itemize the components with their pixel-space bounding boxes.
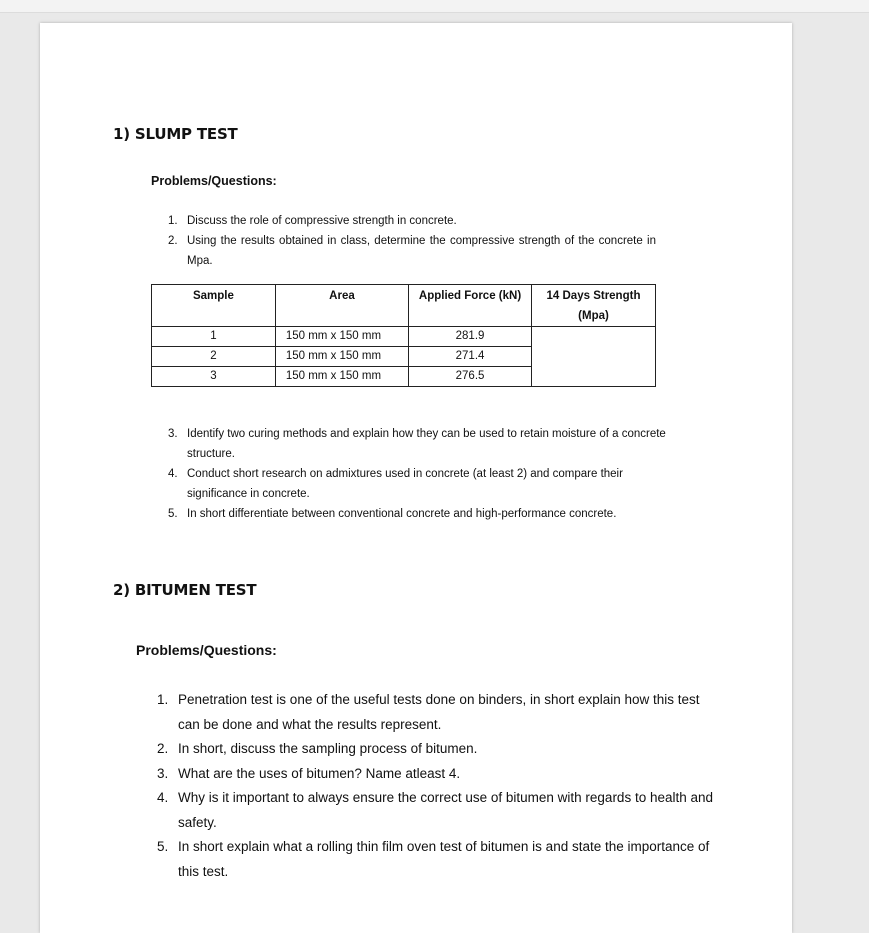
results-table [151, 284, 656, 387]
sample-cell: 2 [152, 347, 276, 367]
sample-cell: 3 [152, 367, 276, 387]
column-header: 14 Days Strength (Mpa) [531, 285, 655, 327]
table-row [152, 327, 656, 347]
question-list [168, 424, 668, 524]
strength-cell-empty [531, 327, 655, 387]
document-page [40, 23, 792, 933]
force-cell: 281.9 [409, 327, 532, 347]
list-item: 3. What are the uses of bitumen? Name atleast 4. [157, 765, 461, 781]
question-list [168, 211, 656, 271]
list-item: 4. Why is it important to always ensure the correct use of bitumen with regards to health and safety. [157, 790, 714, 830]
viewer-toolbar-strip [0, 0, 869, 13]
column-header: Sample [152, 285, 276, 327]
list-item: 2. In short, discuss the sampling process of bitumen. [157, 741, 478, 756]
sample-cell: 1 [152, 327, 276, 347]
force-cell: 271.4 [409, 347, 532, 367]
column-header: Area [275, 285, 408, 327]
list-item: 3. Identify two curing methods and explain how they can be used to retain moisture of a concrete structure. [168, 428, 666, 460]
list-item: 1. Penetration test is one of the useful tests done on binders, in short explain how this test can be done and what the results represent. [157, 692, 700, 732]
list-item: 5. In short differentiate between conventional concrete and high-performance concrete. [168, 508, 617, 520]
list-item: 5. In short explain what a rolling thin film oven test of bitumen is and state the importance of this test. [157, 839, 710, 879]
list-item: 2. Using the results obtained in class, determine the compressive strength of the concrete in Mpa. [168, 235, 656, 267]
section-heading-slump-test: 1) SLUMP TEST [113, 125, 238, 143]
section-subheading: Problems/Questions: [136, 642, 277, 658]
list-item: 4. Conduct short research on admixtures used in concrete (at least 2) and compare their significance in concrete. [168, 468, 623, 500]
section-subheading: Problems/Questions: [151, 174, 277, 188]
table-header-row [152, 285, 656, 327]
area-cell: 150 mm x 150 mm [275, 347, 408, 367]
section-heading-bitumen-test: 2) BITUMEN TEST [113, 581, 257, 599]
list-item: 1. Discuss the role of compressive strength in concrete. [168, 215, 457, 227]
question-list [157, 688, 717, 884]
area-cell: 150 mm x 150 mm [275, 327, 408, 347]
force-cell: 276.5 [409, 367, 532, 387]
column-header: Applied Force (kN) [409, 285, 532, 327]
area-cell: 150 mm x 150 mm [275, 367, 408, 387]
